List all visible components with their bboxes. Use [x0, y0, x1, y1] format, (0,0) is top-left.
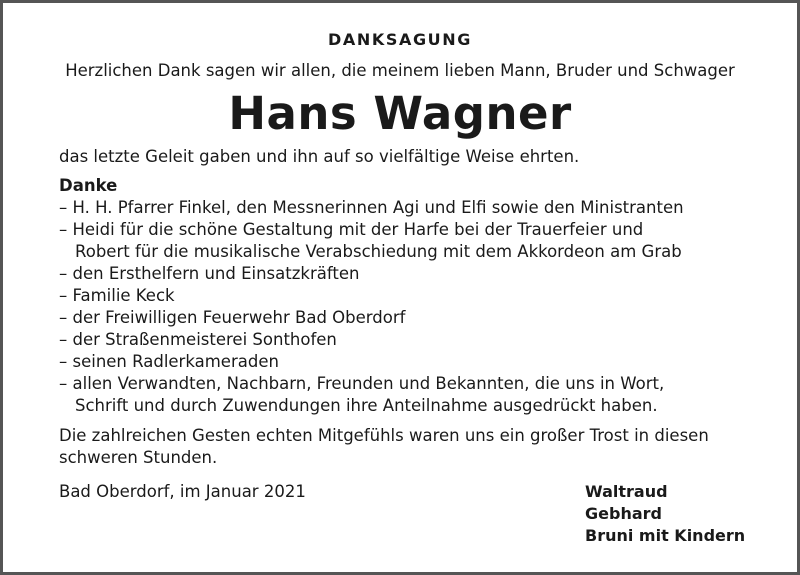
signature-name: Waltraud: [585, 482, 668, 501]
place-date: Bad Oberdorf, im Januar 2021: [59, 482, 306, 501]
notice-heading: DANKSAGUNG: [327, 30, 472, 49]
thanks-line: Robert für die musikalische Verabschiedung mit dem Akkordeon am Grab: [75, 242, 682, 261]
signature-name: Gebhard: [585, 504, 662, 523]
thanks-line: – seinen Radlerkameraden: [59, 352, 279, 371]
thanks-line: Schrift und durch Zuwendungen ihre Anteilnahme ausgedrückt haben.: [75, 396, 658, 415]
thanks-line: – H. H. Pfarrer Finkel, den Messnerinnen Agi und Elfi sowie den Ministranten: [59, 198, 684, 217]
thanks-title: Danke: [59, 176, 118, 195]
intro-text: Herzlichen Dank sagen wir allen, die meinem lieben Mann, Bruder und Schwager: [65, 61, 735, 80]
thanks-line: – Heidi für die schöne Gestaltung mit der Harfe bei der Trauerfeier und: [59, 220, 644, 239]
thanks-line: – der Straßenmeisterei Sonthofen: [59, 330, 337, 349]
thanks-line: – den Ersthelfern und Einsatzkräften: [59, 264, 360, 283]
closing-text: schweren Stunden.: [59, 448, 218, 467]
thanks-line: – Familie Keck: [59, 286, 175, 305]
thanks-line: – der Freiwilligen Feuerwehr Bad Oberdorf: [59, 308, 406, 327]
closing-text: Die zahlreichen Gesten echten Mitgefühls waren uns ein großer Trost in diesen: [59, 426, 709, 445]
signature-name: Bruni mit Kindern: [585, 526, 746, 545]
thanks-line: – allen Verwandten, Nachbarn, Freunden und Bekannten, die uns in Wort,: [59, 374, 665, 393]
escort-text: das letzte Geleit gaben und ihn auf so vielfältige Weise ehrten.: [59, 147, 580, 166]
deceased-name: Hans Wagner: [228, 87, 572, 140]
